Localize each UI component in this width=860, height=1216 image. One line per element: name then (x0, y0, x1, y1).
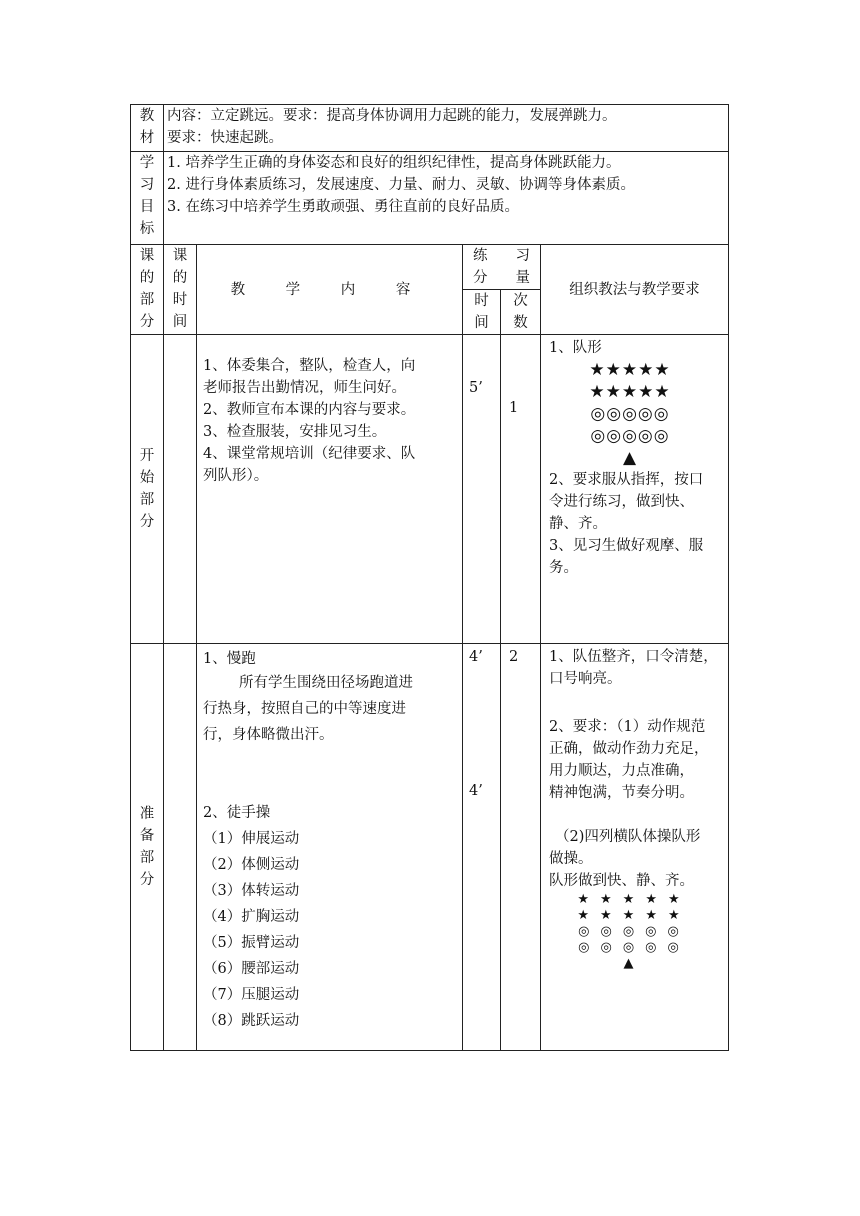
table-header-row-top (131, 245, 729, 290)
method-line: 1、队伍整齐，口令清楚， (549, 649, 718, 665)
start-content-line: 2、教师宣布本课的内容与要求。 (203, 402, 416, 418)
start-section-method (541, 335, 729, 644)
teaching-material-label (131, 105, 164, 152)
exercise-item: （2）体侧运动 (203, 857, 300, 873)
header-load-bottom (473, 267, 530, 289)
prep-item-line: 行，身体略微出汗。 (203, 727, 334, 743)
spacer (469, 668, 497, 780)
exercise-item: （1）伸展运动 (203, 831, 300, 847)
label-char: 习 (139, 177, 155, 193)
start-section-minutes (463, 335, 501, 644)
header-char: 习 (515, 248, 530, 264)
header-char: 练 (473, 248, 488, 264)
label-char: 部 (139, 492, 155, 508)
start-section-row (131, 335, 729, 644)
formation-row: ★★★★★ (589, 360, 671, 380)
prep-item-line: 所有学生围绕田径场跑道进 (239, 675, 413, 691)
header-char: 次 (513, 293, 528, 309)
method-line: 静、齐。 (549, 516, 607, 532)
header-char: 间 (474, 315, 489, 331)
prep-section-time-cell (164, 644, 197, 1051)
minutes-value: 4’ (469, 649, 483, 665)
prep-section-content (197, 644, 463, 1051)
prep-section-count (501, 644, 541, 1051)
start-content-line: 3、检查服装，安排见习生。 (203, 424, 387, 440)
header-method (541, 245, 729, 335)
prep-item-title: 2、徒手操 (203, 805, 271, 821)
prep-item-title: 1、慢跑 (203, 651, 256, 667)
header-load-top (473, 245, 530, 267)
header-time (164, 245, 197, 335)
start-content-line: 列队形）。 (203, 468, 269, 484)
header-part (131, 245, 164, 335)
prep-section-label (131, 644, 164, 1051)
learning-goals-content (164, 152, 729, 245)
prep-section-method (541, 644, 729, 1051)
label-char: 教 (139, 108, 155, 124)
goal-line: 3. 在练习中培养学生勇敢顽强、勇往直前的良好品质。 (167, 199, 519, 215)
method-line: 队形做到快、静、齐。 (549, 873, 694, 889)
label-char: 学 (139, 155, 155, 171)
header-char: 的 (139, 270, 155, 286)
count-value: 1 (509, 400, 519, 416)
prep-formation-diagram (549, 892, 725, 972)
minutes-value: 4’ (469, 783, 483, 799)
label-char: 开 (139, 448, 155, 464)
teaching-material-content (164, 105, 729, 152)
method-line: （2)四列横队体操队形 (555, 829, 701, 845)
learning-goals-row (131, 152, 729, 245)
formation-row: ▲ (622, 448, 638, 468)
exercise-item: （3）体转运动 (203, 883, 300, 899)
exercise-item: （8）跳跃运动 (203, 1013, 300, 1029)
lesson-plan-table (130, 104, 729, 1051)
minutes-value: 5’ (469, 380, 483, 396)
label-char: 标 (139, 221, 155, 237)
spacer (549, 690, 725, 712)
formation-row: ◎◎◎◎◎ (578, 940, 690, 955)
formation-row: ▲ (623, 956, 645, 971)
label-char: 分 (139, 872, 155, 888)
teaching-material-line: 要求：快速起跳。 (167, 130, 283, 146)
exercise-item: （4）扩胸运动 (203, 909, 300, 925)
goal-line: 1. 培养学生正确的身体姿态和良好的组织纪律性，提高身体跳跃能力。 (167, 155, 621, 171)
formation-row: ◎◎◎◎◎ (590, 426, 670, 446)
method-line: 做操。 (549, 851, 593, 867)
learning-goals-label (131, 152, 164, 245)
exercise-item: （7）压腿运动 (203, 987, 300, 1003)
exercise-item: （6）腰部运动 (203, 961, 300, 977)
start-section-time-cell (164, 335, 197, 644)
header-char: 部 (139, 292, 155, 308)
method-line: 令进行练习，做到快、 (549, 494, 694, 510)
prep-section-minutes (463, 644, 501, 1051)
prep-item-line: 行热身，按照自己的中等速度进 (203, 701, 406, 717)
method-line: 2、要求：（1）动作规范 (549, 719, 706, 735)
formation-row: ★★★★★ (577, 892, 691, 907)
start-section-count (501, 335, 541, 644)
method-line: 口号响亮。 (549, 671, 622, 687)
label-char: 准 (139, 806, 155, 822)
exercise-item: （5）振臂运动 (203, 935, 300, 951)
header-char: 时 (172, 292, 188, 308)
label-char: 目 (139, 199, 155, 215)
header-char: 量 (515, 270, 530, 286)
formation-row: ◎◎◎◎◎ (590, 404, 670, 424)
method-line: 3、见习生做好观摩、服 (549, 538, 704, 554)
start-content-line: 4、课堂常规培训（纪律要求、队 (203, 446, 416, 462)
header-char: 间 (172, 314, 188, 330)
header-char: 分 (473, 270, 488, 286)
label-char: 备 (139, 828, 155, 844)
teaching-material-row (131, 105, 729, 152)
label-char: 始 (139, 470, 155, 486)
header-method-text: 组织教法与教学要求 (569, 281, 700, 298)
header-char: 课 (172, 248, 188, 264)
header-char: 时 (474, 293, 489, 309)
goal-line: 2. 进行身体素质练习，发展速度、力量、耐力、灵敏、协调等身体素质。 (167, 177, 635, 193)
start-content-line: 老师报告出勤情况，师生问好。 (203, 380, 406, 396)
spacer (549, 804, 725, 826)
formation-row: ◎◎◎◎◎ (578, 924, 690, 939)
header-char: 数 (513, 315, 528, 331)
label-char: 部 (139, 850, 155, 866)
header-content (197, 245, 463, 335)
method-line: 用力顺达，力点准确， (549, 763, 694, 779)
header-char: 的 (172, 270, 188, 286)
formation-row: ★★★★★ (577, 908, 691, 923)
method-line: 2、要求服从指挥，按口 (549, 472, 704, 488)
start-formation-diagram (549, 359, 725, 469)
prep-section-row (131, 644, 729, 1051)
header-char: 课 (139, 248, 155, 264)
start-content-line: 1、体委集合，整队，检查人，向 (203, 358, 416, 374)
method-line: 正确，做动作劲力充足， (549, 741, 709, 757)
header-count-sub (501, 290, 541, 335)
start-section-label (131, 335, 164, 644)
label-char: 材 (139, 130, 155, 146)
method-title: 1、队形 (549, 340, 602, 356)
start-section-content (197, 335, 463, 644)
formation-row: ★★★★★ (589, 382, 671, 402)
header-load (463, 245, 541, 290)
method-line: 务。 (549, 560, 578, 576)
header-content-text: 教 学 内 容 (230, 281, 429, 298)
teaching-material-line: 内容：立定跳远。要求：提高身体协调用力起跳的能力，发展弹跳力。 (167, 108, 617, 124)
header-time-sub (463, 290, 501, 335)
method-line: 精神饱满，节奏分明。 (549, 785, 694, 801)
spacer (203, 748, 459, 800)
count-value: 2 (509, 649, 519, 665)
header-char: 分 (139, 314, 155, 330)
label-char: 分 (139, 514, 155, 530)
